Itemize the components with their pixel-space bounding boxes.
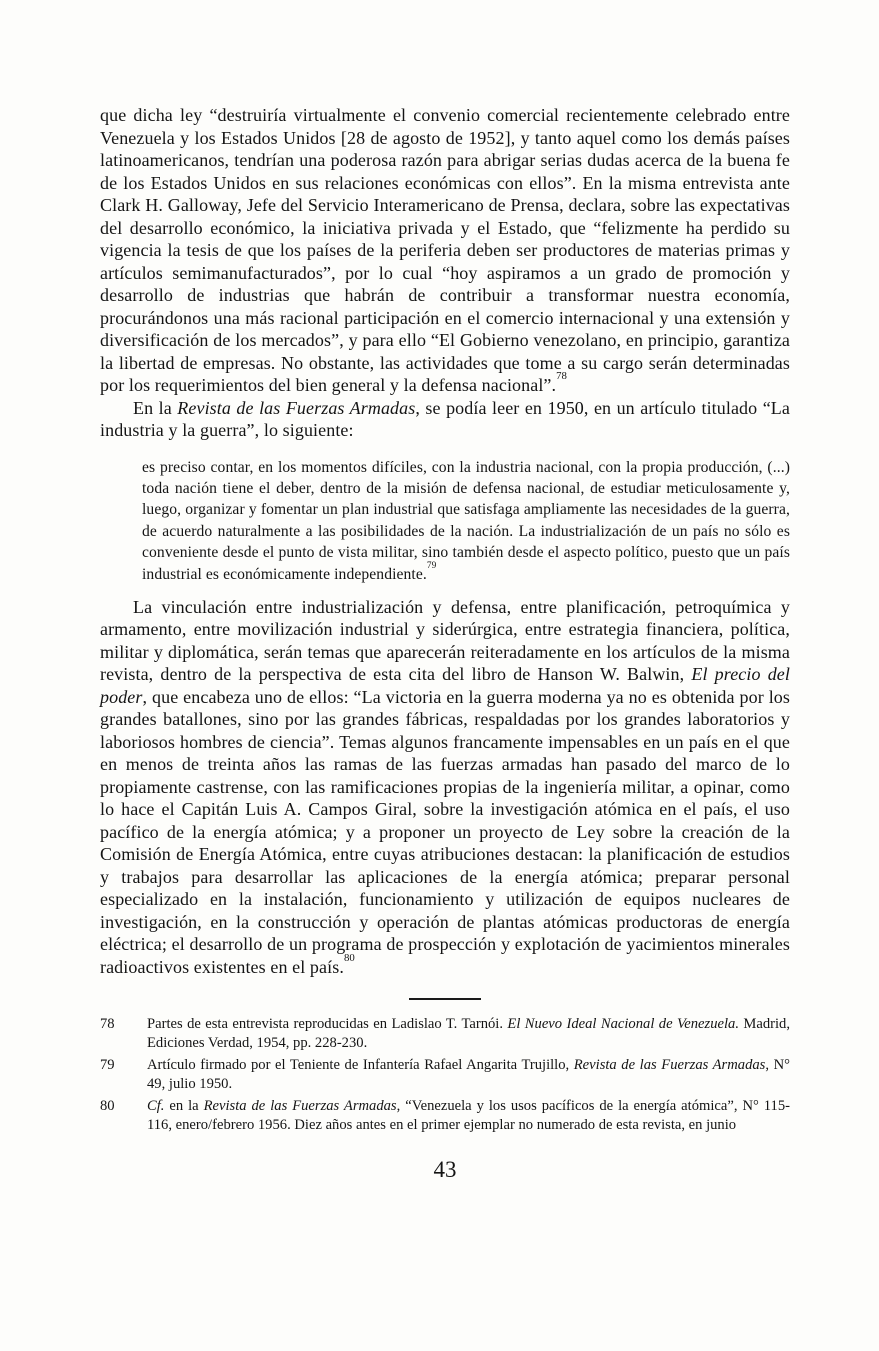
italic-text: Revista de las Fuerzas Armadas bbox=[203, 1098, 397, 1115]
footnote-number: 80 bbox=[100, 1098, 115, 1115]
text-run: , N° 49, julio 1950. bbox=[147, 1057, 790, 1093]
italic-text: Revista de las Fuerzas Armadas bbox=[177, 397, 416, 418]
footnotes-section bbox=[100, 1015, 790, 1135]
footnote-separator bbox=[409, 998, 481, 1000]
footnote bbox=[100, 1056, 790, 1094]
text-run: que dicha ley “destruiría virtualmente el convenio comercial recientemente celebrado entre Venezuela y los Estados Unidos [28 de agosto de 1952], y tanto aquel como los demás países latinoamericanos, tendrían una poderosa razón para abrigar serias dudas acerca de la buena fe de los Estados Unidos en sus relaciones económicas con ellos”. En la misma entrevista ante Clark H. Galloway, Jefe del Servicio Interamericano de Prensa, declara, sobre las expectativas del desarrollo económico, la iniciativa privada y el Estado, que “felizmente ha perdido su vigencia la tesis de que los países de la periferia deben ser productores de materias primas y artículos semimanufacturados”, por lo cual “hoy aspiramos a un grado de promoción y desarrollo de industrias que habrán de contribuir a transformar nuestra economía, procurándonos una más racional participación en el comercio internacional y una extensión y diversificación de los mercados”, y para ello “El Gobierno venezolano, en principio, garantiza la libertad de empresas. No obstante, las actividades que tome a su cargo serán determinadas por los requerimientos del bien general y la defensa nacional”. bbox=[100, 105, 790, 395]
text-run: en la bbox=[164, 1098, 204, 1115]
text-column bbox=[100, 104, 790, 1183]
page-number: 43 bbox=[433, 1157, 457, 1183]
paragraph bbox=[100, 397, 790, 442]
text-run: Artículo firmado por el Teniente de Infantería Rafael Angarita Trujillo, bbox=[147, 1057, 574, 1074]
footnote-text bbox=[147, 1098, 790, 1133]
italic-text: Revista de las Fuerzas Armadas bbox=[573, 1057, 766, 1074]
text-run: es preciso contar, en los momentos difíciles, con la industria nacional, con la propia producción, (...) toda nación tiene el deber, dentro de la misión de defensa nacional, de estudiar meticulosamente y, luego, organizar y fomentar un plan industrial que satisfaga ampliamente las necesidades de la guerra, de acuerdo naturalmente a las posibilidades de la nación. La industrialización de un país no sólo es conveniente desde el punto de vista militar, sino también desde el aspecto político, puesto que un país industrial es económicamente independiente. bbox=[142, 458, 790, 583]
body-text bbox=[100, 104, 790, 978]
italic-text: El precio del poder bbox=[100, 664, 790, 707]
text-run: , que encabeza uno de ellos: “La victoria en la guerra moderna ya no es obtenida por los grandes batallones, sino por las grandes fábricas, respaldadas por los grandes laboratorios y laboriosos hombres de ciencia”. Temas algunos francamente impensables en un país en el que en menos de treinta años las ramas de las fuerzas armadas han pasado del marco de lo propiamente castrense, con las ramificaciones propias de la ingeniería militar, a opinar, como lo hace el Capitán Luis A. Campos Giral, sobre la investigación atómica en el país, el uso pacífico de la energía atómica; y a proponer un proyecto de Ley sobre la creación de la Comisión de Energía Atómica, entre cuyas atribuciones destacan: la planificación de estudios y trabajos para desarrollar las aplicaciones de la energía atómica; preparar personal especializado en la instalación, funcionamiento y utilización de equipos nucleares de investigación, en la construcción y operación de plantas atómicas productoras de energía eléctrica; el desarrollo de un programa de prospección y explotación de yacimientos minerales radioactivos existentes en el país. bbox=[100, 686, 790, 977]
footnote-text bbox=[147, 1016, 790, 1051]
text-run: La vinculación entre industrialización y defensa, entre planificación, petroquímica y armamento, entre movilización industrial y siderúrgica, entre estrategia financiera, política, militar y diplomática, serán temas que aparecerán reiteradamente en los artículos de la misma revista, dentro de la perspectiva de esta cita del libro de Hanson W. Balwin, bbox=[100, 596, 790, 685]
footnote-ref: 80 bbox=[343, 952, 355, 965]
footnote-ref: 79 bbox=[426, 561, 437, 572]
footnote-text bbox=[147, 1057, 790, 1092]
paragraph bbox=[100, 596, 790, 979]
text-run: Madrid, Ediciones Verdad, 1954, pp. 228-230. bbox=[147, 1016, 790, 1052]
italic-text: Cf. bbox=[147, 1098, 165, 1115]
text-run: Partes de esta entrevista reproducidas en Ladislao T. Tarnói. bbox=[147, 1016, 508, 1033]
text-run: , “Venezuela y los usos pacíficos de la energía atómica”, N° 115-116, enero/febrero 1956. Diez años antes en el primer ejemplar no numerado de esta revista, en junio bbox=[147, 1098, 790, 1134]
paragraph bbox=[100, 104, 790, 397]
block-quote bbox=[142, 457, 790, 585]
text-run: En la bbox=[133, 397, 178, 418]
footnote-number: 78 bbox=[100, 1016, 115, 1033]
italic-text: El Nuevo Ideal Nacional de Venezuela. bbox=[507, 1016, 739, 1033]
footnote-ref: 78 bbox=[556, 370, 567, 383]
footnote-number: 79 bbox=[100, 1057, 115, 1074]
text-run: , se podía leer en 1950, en un artículo titulado “La industria y la guerra”, lo siguiente: bbox=[100, 397, 790, 440]
footnote bbox=[100, 1097, 790, 1135]
footnote bbox=[100, 1015, 790, 1053]
